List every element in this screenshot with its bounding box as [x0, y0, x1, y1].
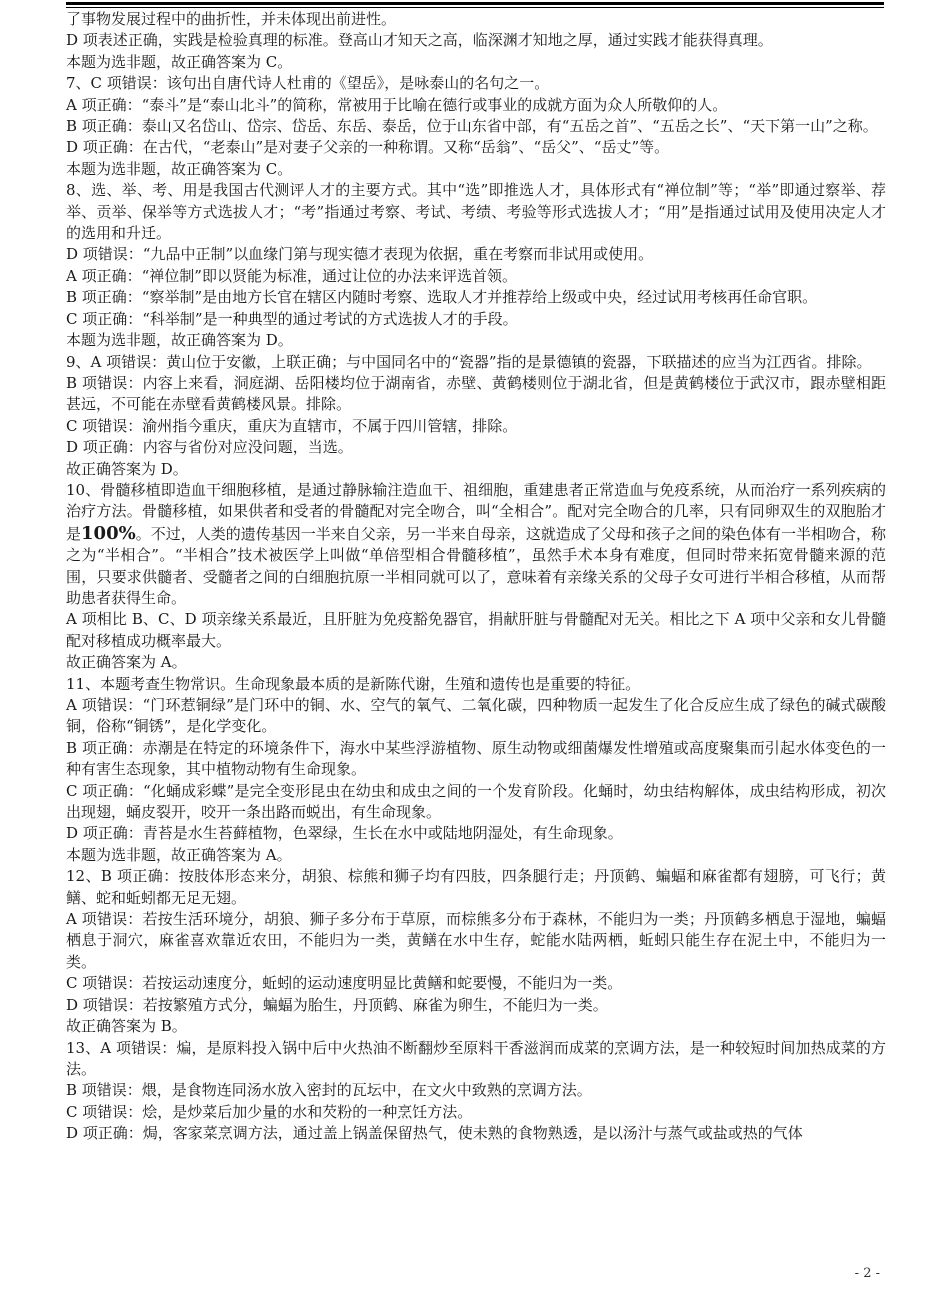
text-line: 本题为选非题，故正确答案为 A。	[66, 845, 292, 864]
text-line: B 项正确：赤潮是在特定的环境条件下，海水中某些浮游植物、原生动物或细菌爆发性增殖或高度聚集而引起水体变色的一种有害生态现象，其中植物动物有生命现象。	[66, 738, 886, 779]
text-line: 故正确答案为 D。	[66, 459, 188, 478]
page-number: - 2 -	[854, 1266, 880, 1281]
text-line: 本题为选非题，故正确答案为 C。	[66, 52, 293, 71]
text-line: C 项错误：渝州指今重庆，重庆为直辖市，不属于四川管辖，排除。	[66, 416, 518, 435]
text-line: D 项正确：在古代，“老泰山”是对妻子父亲的一种称谓。又称“岳翁”、“岳父”、“岳丈”等。	[66, 138, 670, 157]
text-line: 12、B 项正确：按肢体形态来分，胡狼、棕熊和狮子均有四肢，四条腿行走；丹顶鹤、蝙蝠和麻雀都有翅膀，可飞行；黄鳝、蛇和蚯蚓都无足无翅。	[66, 867, 886, 907]
text-line: A 项相比 B、C、D 项亲缘关系最近，且肝脏为免疫豁免器官，捐献肝脏与骨髓配对无关。相比之下 A 项中父亲和女儿骨髓配对移植成功概率最大。	[66, 610, 886, 650]
text-line: 9、A 项错误：黄山位于安徽，上联正确；与中国同名中的“瓷器”指的是景德镇的瓷器，下联描述的应当为江西省。排除。	[66, 352, 872, 371]
text-line: D 项正确：内容与省份对应没问题，当选。	[66, 438, 353, 457]
text-line: 7、C 项错误：该句出自唐代诗人杜甫的《望岳》，是咏泰山的名句之一。	[66, 74, 550, 93]
text-line: A 项正确：“泰斗”是“泰山北斗”的简称，常被用于比喻在德行或事业的成就方面为众人所敬仰的人。	[66, 95, 728, 114]
text-run: 10、骨髓移植即造血干细胞移植，是通过静脉输注造血干、祖细胞，重建患者正常造血与免疫系统，从而治疗一系列疾病的治疗方法。骨髓移植，如果供者和受者的骨髓配对完全吻合，叫“全相合”。配对完全吻合的几率，只有同卵双生的双胞胎才是	[66, 480, 886, 543]
text-line: C 项错误：若按运动速度分，蚯蚓的运动速度明显比黄鳝和蛇要慢，不能归为一类。	[66, 974, 623, 993]
text-line: 8、选、举、考、用是我国古代测评人才的主要方式。其中“选”即推选人才，具体形式有“禅位制”等；“举”即通过察举、荐举、贡举、保举等方式选拔人才；“考”指通过考察、考试、考绩、考验等形式选拔人才；“用”是指通过试用及使用决定人才的选用和升迁。	[66, 181, 886, 243]
text-line: B 项正确：“察举制”是由地方长官在辖区内随时考察、选取人才并推荐给上级或中央，经过试用考核再任命官职。	[66, 288, 818, 307]
text-line: D 项错误：若按繁殖方式分，蝙蝠为胎生，丹顶鹤、麻雀为卵生，不能归为一类。	[66, 995, 608, 1014]
text-line: D 项错误：“九品中正制”以血缘门第与现实德才表现为依据，重在考察而非试用或使用。	[66, 245, 654, 264]
header-rule	[66, 2, 884, 8]
text-line: 了事物发展过程中的曲折性，并未体现出前进性。	[66, 10, 397, 28]
text-run: 。不过，人类的遗传基因一半来自父亲，另一半来自母亲，这就造成了父母和孩子之间的染色体有一半相吻合，称之为“半相合”。“半相合”技术被医学上叫做“单倍型相合骨髓移植”，虽然手术本身有难度，但同时带来拓宽骨髓来源的范围，只要求供髓者、受髓者之间的白细胞抗原一半相同就可以了，意味着有亲缘关系的父母子女可进行半相合移植，从而帮助患者获得生命。	[66, 524, 886, 607]
percent-value: 100%	[81, 522, 136, 544]
text-line: A 项正确：“禅位制”即以贤能为标准，通过让位的办法来评选首领。	[66, 266, 517, 285]
text-line: 故正确答案为 A。	[66, 653, 187, 672]
text-line: C 项正确：“化蛹成彩蝶”是完全变形昆虫在幼虫和成虫之间的一个发育阶段。化蛹时，幼虫结构解体，成虫结构形成，初次出现翅，蛹皮裂开，咬开一条出路而蜕出，有生命现象。	[66, 781, 886, 822]
text-line: 本题为选非题，故正确答案为 D。	[66, 331, 293, 350]
text-line: 本题为选非题，故正确答案为 C。	[66, 159, 293, 178]
text-line: A 项错误：若按生活环境分，胡狼、狮子多分布于草原，而棕熊多分布于森林，不能归为一类；丹顶鹤多栖息于湿地，蝙蝠栖息于洞穴，麻雀喜欢靠近农田，不能归为一类，黄鳝在水中生存，蛇能水陆两栖，蚯蚓只能生存在泥土中，不能归为一类。	[66, 910, 886, 971]
text-line: B 项错误：煨，是食物连同汤水放入密封的瓦坛中，在文火中致熟的烹调方法。	[66, 1081, 592, 1100]
answer-explanations	[66, 9, 886, 1145]
text-line: D 项表述正确，实践是检验真理的标准。登高山才知天之高，临深渊才知地之厚，通过实践才能获得真理。	[66, 31, 773, 50]
text-line: B 项错误：内容上来看，洞庭湖、岳阳楼均位于湖南省，赤壁、黄鹤楼则位于湖北省，但是黄鹤楼位于武汉市，跟赤壁相距甚远，不可能在赤壁看黄鹤楼风景。排除。	[66, 373, 886, 414]
text-line: D 项正确：焗，客家菜烹调方法，通过盖上锅盖保留热气，使未熟的食物熟透，是以汤汁与蒸气或盐或热的气体	[66, 1124, 803, 1143]
paragraph-bone-marrow	[66, 480, 886, 609]
text-line: 故正确答案为 B。	[66, 1017, 187, 1036]
text-line: 11、本题考查生物常识。生命现象最本质的是新陈代谢，生殖和遗传也是重要的特征。	[66, 674, 641, 693]
text-line: B 项正确：泰山又名岱山、岱宗、岱岳、东岳、泰岳，位于山东省中部，有“五岳之首”、“五岳之长”、“天下第一山”之称。	[66, 117, 878, 136]
text-line: A 项错误：“门环惹铜绿”是门环中的铜、水、空气的氧气、二氧化碳，四种物质一起发生了化合反应生成了绿色的碱式碳酸铜，俗称“铜锈”，是化学变化。	[66, 696, 886, 736]
text-line: C 项正确：“科举制”是一种典型的通过考试的方式选拔人才的手段。	[66, 309, 518, 328]
text-line: 13、A 项错误：煸，是原料投入锅中后中火热油不断翻炒至原料干香滋润而成菜的烹调方法，是一种较短时间加热成菜的方法。	[66, 1038, 886, 1078]
text-line: C 项错误：烩，是炒菜后加少量的水和芡粉的一种烹饪方法。	[66, 1102, 473, 1121]
text-line: D 项正确：青苔是水生苔藓植物，色翠绿，生长在水中或陆地阴湿处，有生命现象。	[66, 824, 623, 843]
